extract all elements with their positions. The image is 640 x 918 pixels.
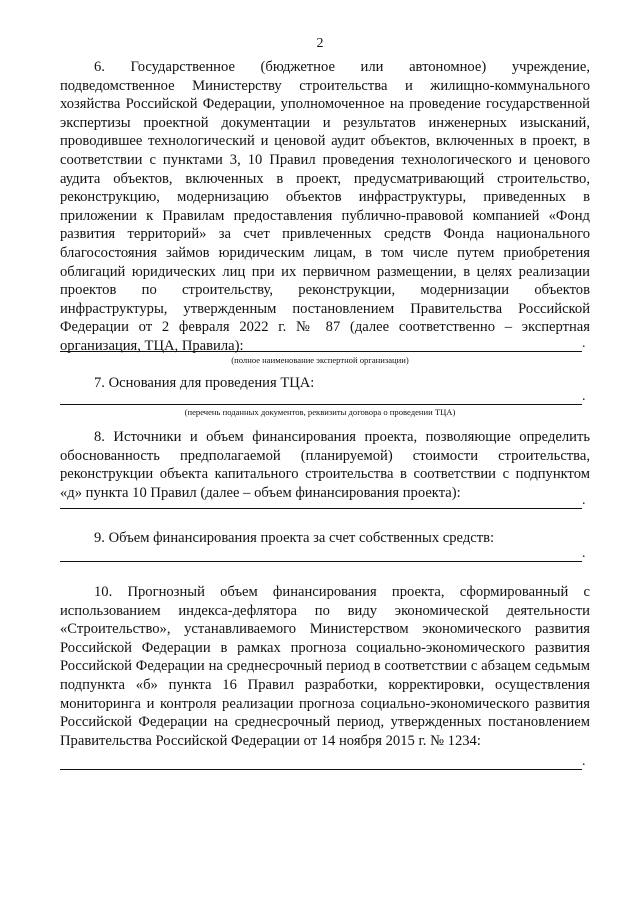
organization-name-caption: (полное наименование экспертной организации)	[231, 355, 409, 365]
section-10-text: 10. Прогнозный объем финансирования проекта, сформированный с использованием индекса-дефлятора по виду экономической деятельности «Строительство», устанавливаемого Министерством экономического развития Российской Федерации в рамках прогноза социально-экономического развития Российской Федерации на среднесрочный период в соответствии с абзацем седьмым подпункта «б» пункта 16 Правил разработки, корректировки, осуществления мониторинга и контроля реализации прогноза социально-экономического развития Российской Федерации на среднесрочный период, утвержденных постановлением Правительства Российской Федерации от 14 ноября 2015 г. № 1234:	[60, 584, 590, 749]
line-end-dot: .	[582, 546, 586, 561]
page-number: 2	[316, 36, 324, 51]
financing-sources-line	[60, 508, 582, 509]
line-end-dot: .	[582, 389, 586, 404]
section-8-text: 8. Источники и объем финансирования проекта, позволяющие определить обоснованность предполагаемой (планируемой) стоимости строительства, реконструкции объекта капитального строительства в соответствии с подпунктом «д» пункта 10 Правил (далее – объем финансирования проекта):	[60, 429, 590, 501]
section-7-text: 7. Основания для проведения ТЦА:	[94, 375, 315, 391]
line-end-dot: .	[582, 336, 586, 351]
line-end-dot: .	[582, 493, 586, 508]
ta-basis-line	[60, 404, 582, 405]
section-9-text: 9. Объем финансирования проекта за счет собственных средств:	[94, 530, 495, 546]
own-funds-line	[60, 561, 582, 562]
forecast-financing-line	[60, 769, 582, 770]
organization-name-line	[60, 351, 582, 352]
line-end-dot: .	[582, 754, 586, 769]
ta-basis-caption: (перечень поданных документов, реквизиты договора о проведении ТЦА)	[184, 407, 456, 417]
section-6-text: 6. Государственное (бюджетное или автономное) учреждение, подведомственное Министерству строительства и жилищно-коммунального хозяйства Российской Федерации, уполномоченное на проведение государственной экспертизы проектной документации и результатов инженерных изысканий, проводившее технологический и ценовой аудит объектов, включенных в проект, в соответствии с пунктами 3, 10 Правил проведения технологического и ценового аудита объектов, включенных в проект, предусматривающий строительство, реконструкцию, модернизацию объектов инфраструктуры, приведенных в приложении к Правилам предоставления публично-правовой компанией «Фонд развития территорий» за счет привлеченных средств Фонда национального благосостояния займов юридическим лицам, в том числе путем приобретения облигаций юридических лиц при их первичном размещении, в целях реализации проектов по строительству, реконструкции, модернизации объектов инфраструктуры, утвержденным постановлением Правительства Российской Федерации от 2 февраля 2022 г. № 87 (далее соответственно – экспертная организация, ТЦА, Правила):	[60, 59, 590, 354]
